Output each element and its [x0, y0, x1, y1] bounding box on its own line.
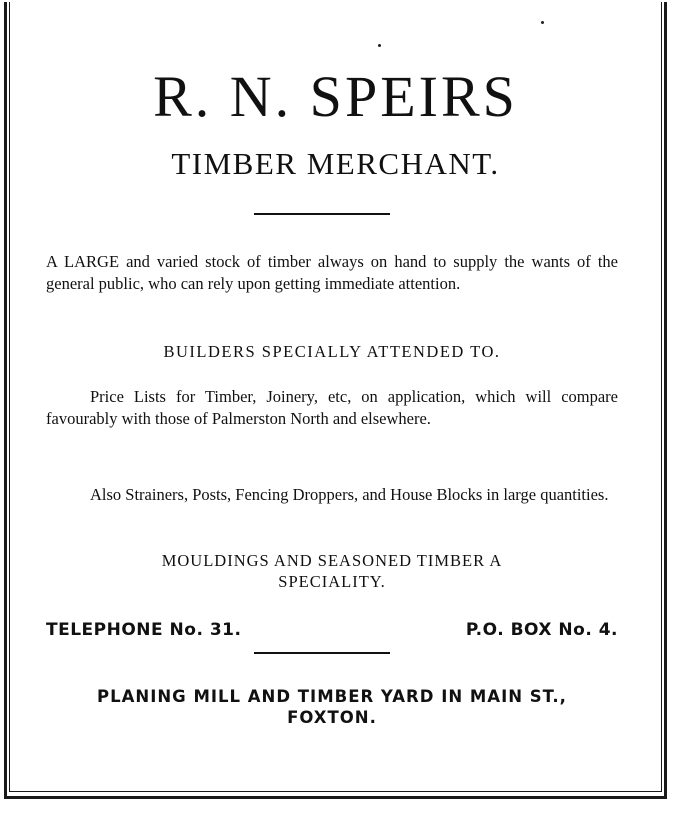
- price-lists-paragraph: Price Lists for Timber, Joinery, etc, on application, which will compare favourably with those of Palmerston North and elsewhere.: [46, 387, 618, 428]
- divider-rule: [254, 652, 390, 654]
- divider-rule: [254, 213, 390, 215]
- po-box: P.O. BOX No. 4.: [465, 620, 618, 640]
- mouldings-line: MOULDINGS AND SEASONED TIMBER A SPECIALITY.: [161, 551, 503, 591]
- business-trade: TIMBER MERCHANT.: [171, 146, 500, 181]
- also-paragraph: Also Strainers, Posts, Fencing Droppers, and House Blocks in large quantities.: [90, 485, 609, 504]
- intro-paragraph: A LARGE and varied stock of timber always on hand to supply the wants of the general public, who can rely upon getting immediate attention.: [46, 252, 618, 293]
- mill-address: [36, 686, 628, 728]
- mill-address-town: FOXTON.: [287, 708, 377, 727]
- print-speck: [378, 44, 381, 47]
- print-speck: [541, 21, 544, 24]
- builders-line: BUILDERS SPECIALLY ATTENDED TO.: [163, 342, 501, 361]
- mill-address-line: PLANING MILL AND TIMBER YARD IN MAIN ST.,: [97, 687, 567, 706]
- telephone-number: TELEPHONE No. 31.: [46, 620, 242, 640]
- business-name: R. N. SPEIRS: [153, 64, 518, 129]
